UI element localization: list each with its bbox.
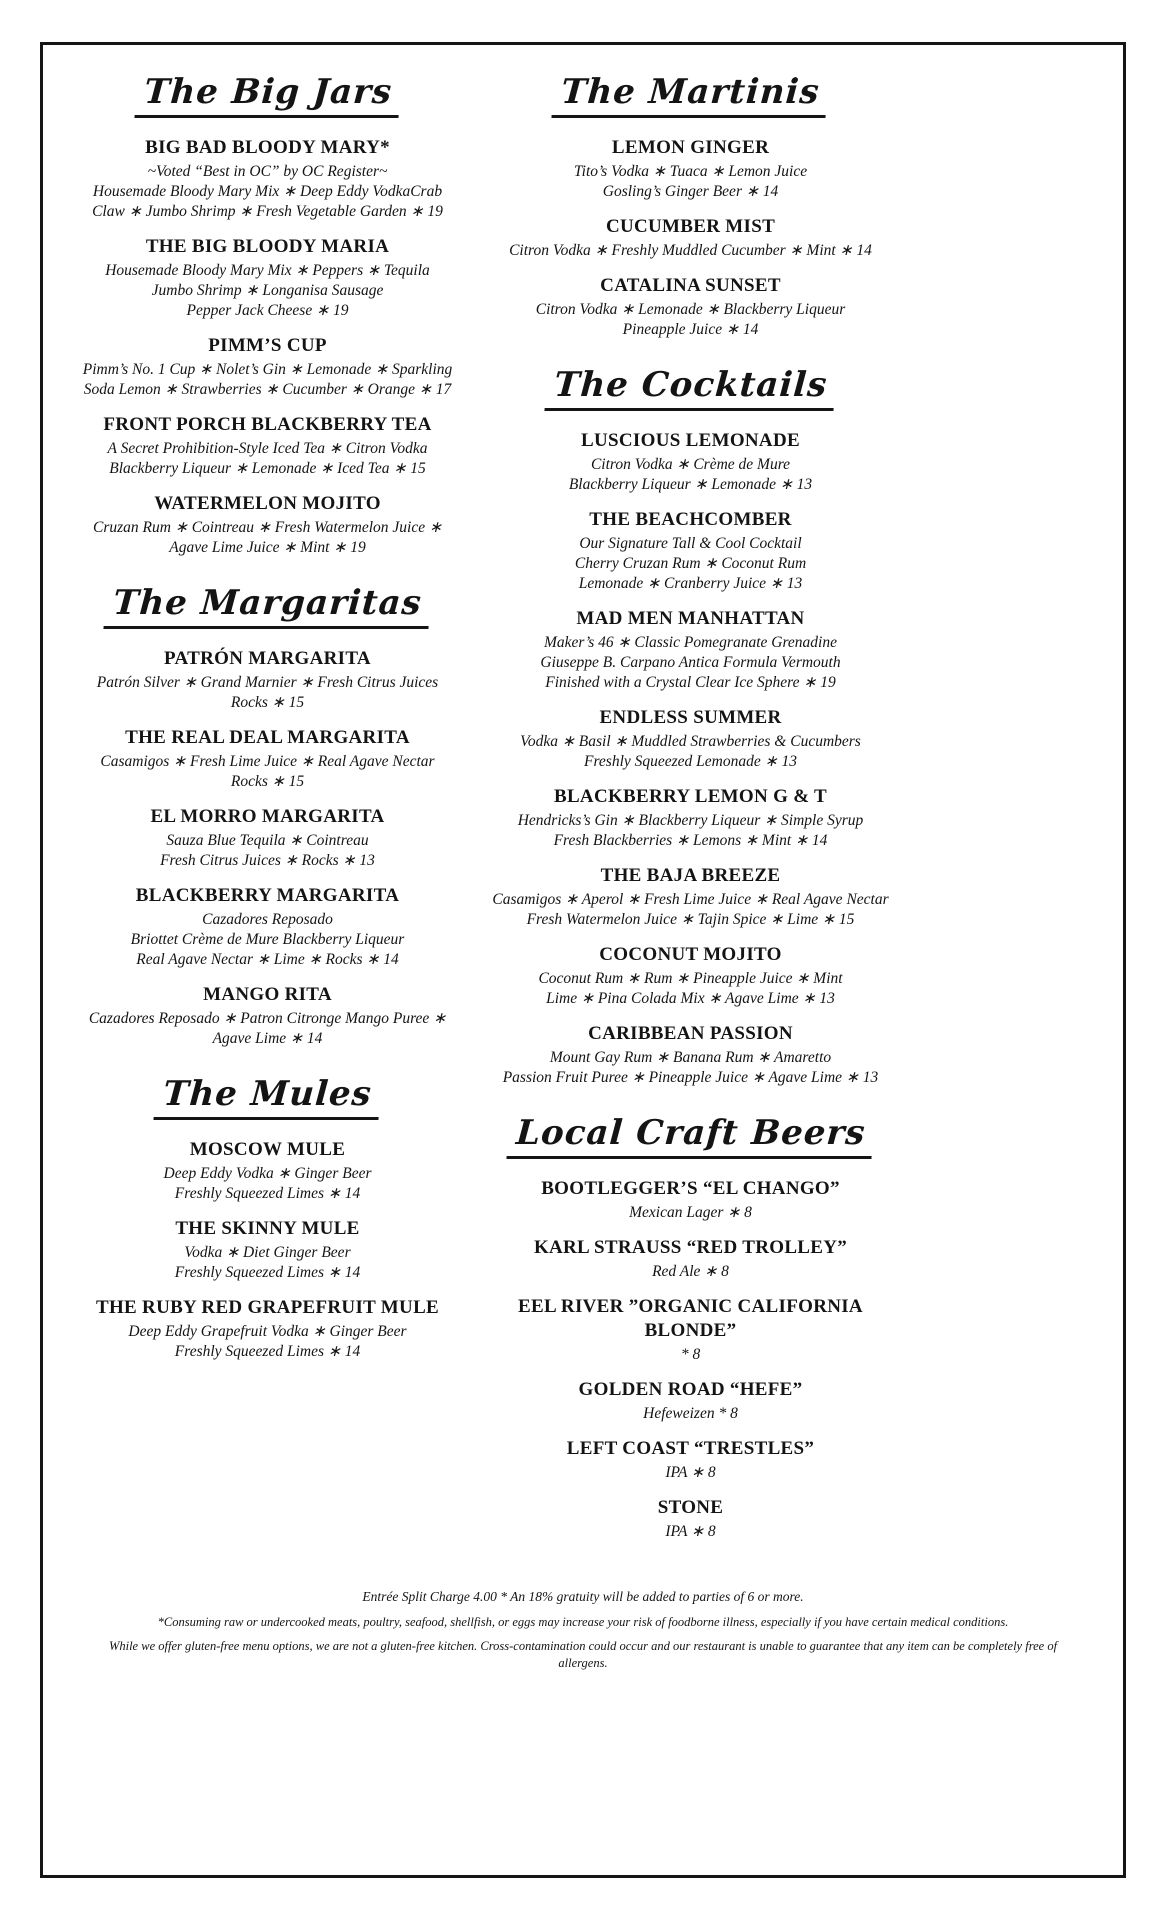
item-name: MOSCOW MULE	[189, 1139, 346, 1161]
menu-item-coconut-mojito	[490, 943, 891, 1009]
section-title-text: The Cocktails	[544, 366, 836, 411]
menu-item-the-skinny-mule	[67, 1217, 468, 1283]
item-description-line: Cazadores Reposado ∗ Patron Citronge Mango Puree ∗	[88, 1010, 447, 1028]
item-name: BLACKBERRY MARGARITA	[135, 885, 400, 907]
menu-item-mango-rita	[67, 983, 468, 1049]
item-description-line: Real Agave Nectar ∗ Lime ∗ Rocks ∗ 14	[136, 951, 399, 969]
item-name: THE REAL DEAL MARGARITA	[125, 727, 410, 749]
menu-item-the-big-bloody-maria	[67, 235, 468, 321]
item-description-line: Agave Lime ∗ 14	[212, 1030, 323, 1048]
section-title	[67, 1075, 468, 1120]
item-description-line: Pineapple Juice ∗ 14	[622, 321, 759, 339]
menu-item-the-ruby-red-grapefruit-mule	[67, 1296, 468, 1362]
menu-columns	[67, 73, 891, 1568]
item-description-line: IPA ∗ 8	[665, 1523, 716, 1541]
item-name: BIG BAD BLOODY MARY*	[145, 137, 390, 159]
item-description-line: Briottet Crème de Mure Blackberry Liqueur	[130, 931, 405, 949]
menu-item-lemon-ginger	[490, 136, 891, 202]
menu-section-the-martinis	[490, 73, 891, 340]
item-name: EL MORRO MARGARITA	[150, 806, 385, 828]
item-description-line: Casamigos ∗ Aperol ∗ Fresh Lime Juice ∗ Real Agave Nectar	[492, 891, 889, 909]
menu-item-blackberry-lemon-g-t	[490, 785, 891, 851]
item-description-line: Citron Vodka ∗ Lemonade ∗ Blackberry Liqueur	[535, 301, 846, 319]
section-title-text: The Big Jars	[134, 73, 401, 118]
item-name: THE BEACHCOMBER	[589, 509, 792, 531]
item-name: FRONT PORCH BLACKBERRY TEA	[103, 414, 432, 436]
section-title	[490, 73, 891, 118]
item-description-line: Deep Eddy Vodka ∗ Ginger Beer	[163, 1165, 372, 1183]
item-name: ENDLESS SUMMER	[599, 707, 782, 729]
menu-item-luscious-lemonade	[490, 429, 891, 495]
item-description-line: Agave Lime Juice ∗ Mint ∗ 19	[169, 539, 366, 557]
item-description-line: A Secret Prohibition-Style Iced Tea ∗ Citron Vodka	[107, 440, 428, 458]
item-name: STONE	[657, 1497, 724, 1519]
item-description-line: Gosling’s Ginger Beer ∗ 14	[602, 183, 779, 201]
section-title	[67, 584, 468, 629]
menu-border-frame	[40, 42, 1126, 1878]
item-description-line: Fresh Blackberries ∗ Lemons ∗ Mint ∗ 14	[553, 832, 828, 850]
item-description-line: IPA ∗ 8	[665, 1464, 716, 1482]
menu-item-pimm-s-cup	[67, 334, 468, 400]
item-description-line: Freshly Squeezed Lemonade ∗ 13	[583, 753, 797, 771]
item-description-line: Citron Vodka ∗ Crème de Mure	[590, 456, 791, 474]
item-description-line: Coconut Rum ∗ Rum ∗ Pineapple Juice ∗ Mint	[538, 970, 843, 988]
item-description-line: Vodka ∗ Diet Ginger Beer	[184, 1244, 351, 1262]
item-description-line: Patrón Silver ∗ Grand Marnier ∗ Fresh Citrus Juices	[96, 674, 439, 692]
item-description-line: Soda Lemon ∗ Strawberries ∗ Cucumber ∗ Orange ∗ 17	[83, 381, 452, 399]
menu-item-stone	[490, 1496, 891, 1542]
item-description-line: Housemade Bloody Mary Mix ∗ Peppers ∗ Tequila	[105, 262, 430, 280]
item-description-line: Lemonade ∗ Cranberry Juice ∗ 13	[578, 575, 803, 593]
item-description-line: Cherry Cruzan Rum ∗ Coconut Rum	[574, 555, 807, 573]
item-description-line: Mexican Lager ∗ 8	[629, 1204, 752, 1222]
section-title-text: Local Craft Beers	[506, 1114, 874, 1159]
menu-item-karl-strauss-red-trolley	[490, 1236, 891, 1282]
item-description-line: Hendricks’s Gin ∗ Blackberry Liqueur ∗ Simple Syrup	[517, 812, 864, 830]
item-description-line: Deep Eddy Grapefruit Vodka ∗ Ginger Beer	[128, 1323, 407, 1341]
item-description-line: Jumbo Shrimp ∗ Longanisa Sausage	[151, 282, 384, 300]
menu-item-big-bad-bloody-mary	[67, 136, 468, 222]
item-name: MANGO RITA	[203, 984, 332, 1006]
menu-item-el-morro-margarita	[67, 805, 468, 871]
menu-item-left-coast-trestles	[490, 1437, 891, 1483]
item-description-line: Housemade Bloody Mary Mix ∗ Deep Eddy VodkaCrab	[92, 183, 443, 201]
item-name: THE BIG BLOODY MARIA	[145, 236, 390, 258]
item-name: CATALINA SUNSET	[600, 275, 781, 297]
item-description-line: Passion Fruit Puree ∗ Pineapple Juice ∗ Agave Lime ∗ 13	[502, 1069, 879, 1087]
item-description-line: Giuseppe B. Carpano Antica Formula Vermouth	[540, 654, 841, 672]
section-title-text: The Mules	[154, 1075, 382, 1120]
menu-section-the-margaritas	[67, 584, 468, 1049]
item-description-line: Finished with a Crystal Clear Ice Sphere ∗ 19	[545, 674, 836, 692]
item-name: MAD MEN MANHATTAN	[576, 608, 805, 630]
menu-item-blackberry-margarita	[67, 884, 468, 970]
menu-item-front-porch-blackberry-tea	[67, 413, 468, 479]
item-name: EEL RIVER ”ORGANIC CALIFORNIA BLONDE”	[518, 1296, 863, 1342]
item-description-line: Tito’s Vodka ∗ Tuaca ∗ Lemon Juice	[573, 163, 808, 181]
footer-split-charge-note: Entrée Split Charge 4.00 * An 18% gratuity will be added to parties of 6 or more.	[362, 1589, 804, 1605]
menu-item-caribbean-passion	[490, 1022, 891, 1088]
item-description-line: * 8	[680, 1346, 701, 1364]
menu-item-moscow-mule	[67, 1138, 468, 1204]
item-name: CUCUMBER MIST	[605, 216, 776, 238]
menu-item-bootlegger-s-el-chango	[490, 1177, 891, 1223]
item-name: LEMON GINGER	[611, 137, 770, 159]
section-title	[490, 1114, 891, 1159]
item-description-line: Fresh Watermelon Juice ∗ Tajin Spice ∗ Lime ∗ 15	[526, 911, 855, 929]
item-description-line: Freshly Squeezed Limes ∗ 14	[174, 1264, 361, 1282]
item-name: GOLDEN ROAD “HEFE”	[578, 1379, 803, 1401]
item-description-line: Maker’s 46 ∗ Classic Pomegranate Grenadine	[544, 634, 837, 652]
item-name: LUSCIOUS LEMONADE	[581, 430, 800, 452]
item-description-line: Pepper Jack Cheese ∗ 19	[186, 302, 349, 320]
item-description-line: Sauza Blue Tequila ∗ Cointreau	[166, 832, 369, 850]
item-description-line: ~Voted “Best in OC” by OC Register~	[147, 163, 388, 181]
menu-item-the-baja-breeze	[490, 864, 891, 930]
item-name: WATERMELON MOJITO	[154, 493, 381, 515]
section-title-text: The Martinis	[552, 73, 830, 118]
menu-section-local-craft-beers	[490, 1114, 891, 1542]
section-title-text: The Margaritas	[104, 584, 432, 629]
menu-item-catalina-sunset	[490, 274, 891, 340]
menu-item-golden-road-hefe	[490, 1378, 891, 1424]
item-name: PIMM’S CUP	[208, 335, 327, 357]
item-description-line: Red Ale ∗ 8	[652, 1263, 729, 1281]
item-description-line: Rocks ∗ 15	[230, 773, 305, 791]
item-description-line: Citron Vodka ∗ Freshly Muddled Cucumber ∗ Mint ∗ 14	[509, 242, 872, 260]
footer-gluten-free-note: While we offer gluten-free menu options, we are not a gluten-free kitchen. Cross-contamination could occur and our restaurant is unable to guarantee that any item can be completely free of allergens.	[108, 1639, 1058, 1671]
item-description-line: Mount Gay Rum ∗ Banana Rum ∗ Amaretto	[549, 1049, 832, 1067]
item-description-line: Freshly Squeezed Limes ∗ 14	[174, 1185, 361, 1203]
menu-item-patr-n-margarita	[67, 647, 468, 713]
item-name: BOOTLEGGER’S “EL CHANGO”	[541, 1178, 840, 1200]
item-description-line: Freshly Squeezed Limes ∗ 14	[174, 1343, 361, 1361]
item-description-line: Rocks ∗ 15	[230, 694, 305, 712]
menu-column-left	[67, 73, 468, 1568]
item-description-line: Lime ∗ Pina Colada Mix ∗ Agave Lime ∗ 13	[546, 990, 835, 1008]
item-description-line: Blackberry Liqueur ∗ Lemonade ∗ Iced Tea ∗ 15	[109, 460, 426, 478]
item-name: LEFT COAST “TRESTLES”	[566, 1438, 815, 1460]
item-name: THE SKINNY MULE	[175, 1218, 360, 1240]
item-name: PATRÓN MARGARITA	[164, 648, 371, 670]
menu-item-watermelon-mojito	[67, 492, 468, 558]
menu-item-eel-river-organic-california-blonde	[490, 1295, 891, 1365]
item-name: THE RUBY RED GRAPEFRUIT MULE	[95, 1297, 440, 1319]
section-title	[490, 366, 891, 411]
item-description-line: Vodka ∗ Basil ∗ Muddled Strawberries & Cucumbers	[520, 733, 861, 751]
menu-item-endless-summer	[490, 706, 891, 772]
item-name: BLACKBERRY LEMON G & T	[553, 786, 828, 808]
item-name: COCONUT MOJITO	[599, 944, 782, 966]
item-description-line: Fresh Citrus Juices ∗ Rocks ∗ 13	[160, 852, 375, 870]
section-title	[67, 73, 468, 118]
item-name: CARIBBEAN PASSION	[588, 1023, 793, 1045]
menu-item-the-beachcomber	[490, 508, 891, 594]
item-name: THE BAJA BREEZE	[600, 865, 781, 887]
item-description-line: Cruzan Rum ∗ Cointreau ∗ Fresh Watermelon Juice ∗	[93, 519, 442, 537]
menu-item-cucumber-mist	[490, 215, 891, 261]
item-description-line: Claw ∗ Jumbo Shrimp ∗ Fresh Vegetable Garden ∗ 19	[92, 203, 443, 221]
menu-item-mad-men-manhattan	[490, 607, 891, 693]
item-description-line: Hefeweizen * 8	[643, 1405, 738, 1423]
footer-consumer-advisory: *Consuming raw or undercooked meats, poultry, seafood, shellfish, or eggs may increase your risk of foodborne illness, especially if you have certain medical conditions.	[157, 1615, 1009, 1630]
menu-column-right	[490, 73, 891, 1568]
menu-footer	[43, 1588, 1123, 1672]
item-name: KARL STRAUSS “RED TROLLEY”	[533, 1237, 848, 1259]
menu-section-the-mules	[67, 1075, 468, 1362]
item-description-line: Casamigos ∗ Fresh Lime Juice ∗ Real Agave Nectar	[100, 753, 435, 771]
menu-section-the-big-jars	[67, 73, 468, 558]
item-description-line: Cazadores Reposado	[202, 911, 333, 929]
menu-section-the-cocktails	[490, 366, 891, 1088]
item-description-line: Pimm’s No. 1 Cup ∗ Nolet’s Gin ∗ Lemonade ∗ Sparkling	[82, 361, 453, 379]
menu-item-the-real-deal-margarita	[67, 726, 468, 792]
item-description-line: Our Signature Tall & Cool Cocktail	[579, 535, 802, 553]
item-description-line: Blackberry Liqueur ∗ Lemonade ∗ 13	[568, 476, 813, 494]
